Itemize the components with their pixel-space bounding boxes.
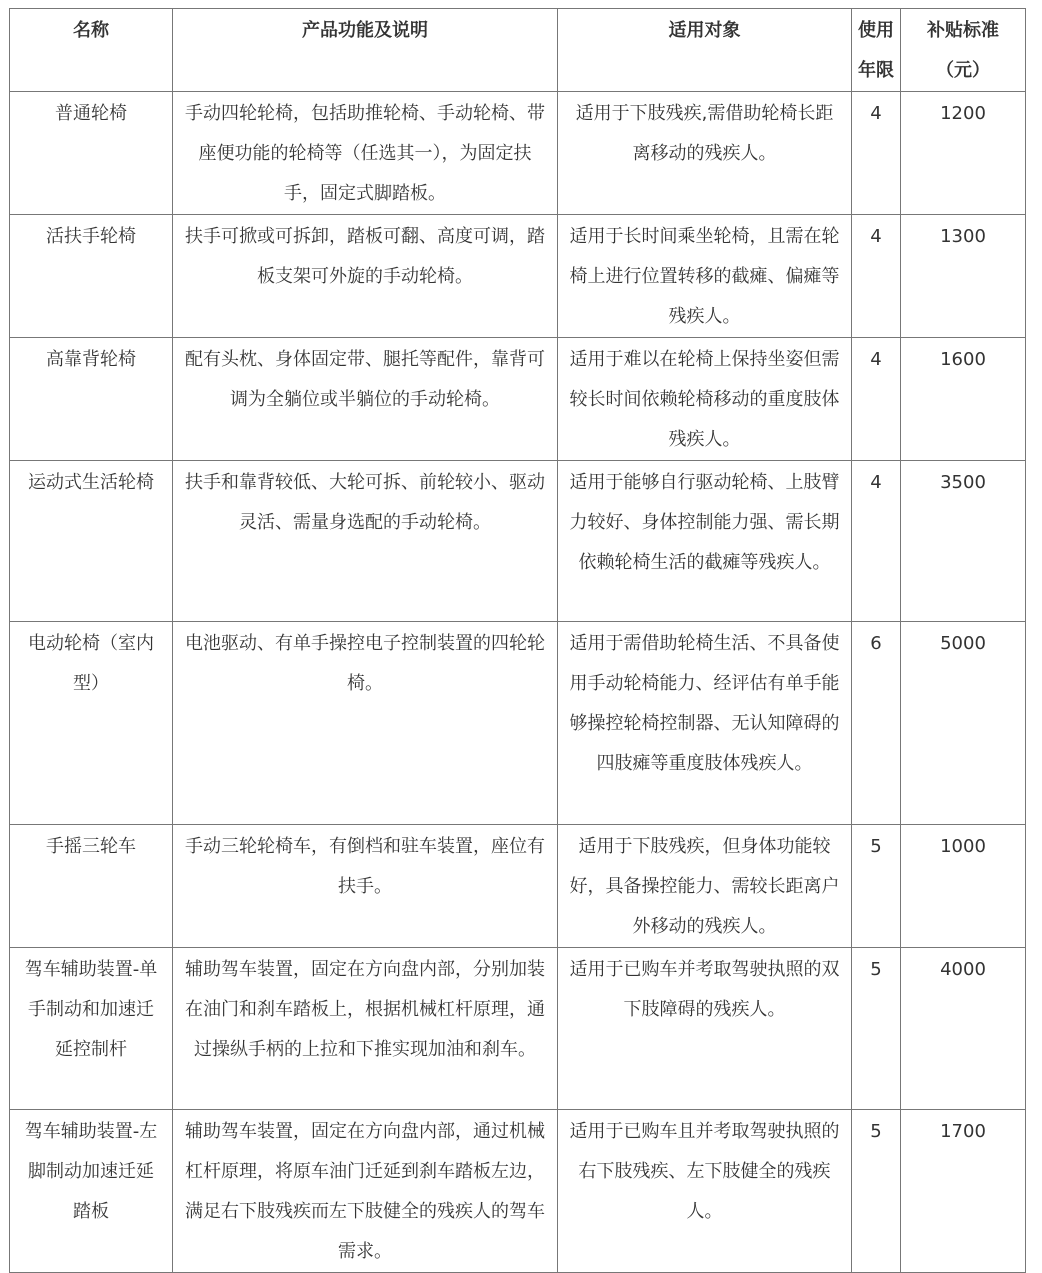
cell-target: 适用于已购车且并考取驾驶执照的右下肢残疾、左下肢健全的残疾人。: [558, 1110, 852, 1273]
cell-subsidy: 5000: [901, 622, 1026, 825]
header-row: [10, 9, 1026, 92]
cell-function: 辅助驾车装置，固定在方向盘内部，通过机械杠杆原理，将原车油门迁延到刹车踏板左边，满足右下肢残疾而左下肢健全的残疾人的驾车需求。: [173, 1110, 558, 1273]
cell-subsidy: 1600: [901, 338, 1026, 461]
cell-years: 4: [852, 215, 901, 338]
cell-function: 电池驱动、有单手操控电子控制装置的四轮轮椅。: [173, 622, 558, 825]
table-row: [10, 825, 1026, 948]
cell-target: 适用于需借助轮椅生活、不具备使用手动轮椅能力、经评估有单手能够操控轮椅控制器、无认知障碍的四肢瘫等重度肢体残疾人。: [558, 622, 852, 825]
table-row: [10, 948, 1026, 1110]
cell-target: 适用于长时间乘坐轮椅，且需在轮椅上进行位置转移的截瘫、偏瘫等残疾人。: [558, 215, 852, 338]
cell-name: 高靠背轮椅: [10, 338, 173, 461]
cell-function: 扶手可掀或可拆卸，踏板可翻、高度可调，踏板支架可外旋的手动轮椅。: [173, 215, 558, 338]
cell-years: 4: [852, 92, 901, 215]
table-row: [10, 1110, 1026, 1273]
cell-years: 6: [852, 622, 901, 825]
cell-function: 手动四轮轮椅，包括助推轮椅、手动轮椅、带座便功能的轮椅等（任选其一），为固定扶手，固定式脚踏板。: [173, 92, 558, 215]
header-target: 适用对象: [558, 9, 852, 92]
cell-subsidy: 1700: [901, 1110, 1026, 1273]
cell-function: 手动三轮轮椅车，有倒档和驻车装置，座位有扶手。: [173, 825, 558, 948]
cell-subsidy: 1000: [901, 825, 1026, 948]
cell-function: 扶手和靠背较低、大轮可拆、前轮较小、驱动灵活、需量身选配的手动轮椅。: [173, 461, 558, 622]
cell-function: 辅助驾车装置，固定在方向盘内部，分别加装在油门和刹车踏板上，根据机械杠杆原理，通过操纵手柄的上拉和下推实现加油和刹车。: [173, 948, 558, 1110]
table-row: [10, 338, 1026, 461]
header-name: 名称: [10, 9, 173, 92]
cell-name: 运动式生活轮椅: [10, 461, 173, 622]
header-subsidy: 补贴标准（元）: [901, 9, 1026, 92]
cell-function: 配有头枕、身体固定带、腿托等配件，靠背可调为全躺位或半躺位的手动轮椅。: [173, 338, 558, 461]
subsidy-table: [9, 8, 1026, 1273]
cell-name: 手摇三轮车: [10, 825, 173, 948]
cell-name: 电动轮椅（室内型）: [10, 622, 173, 825]
cell-subsidy: 1200: [901, 92, 1026, 215]
cell-name: 驾车辅助装置-单手制动和加速迁延控制杆: [10, 948, 173, 1110]
table-row: [10, 461, 1026, 622]
cell-years: 4: [852, 338, 901, 461]
cell-subsidy: 1300: [901, 215, 1026, 338]
cell-name: 活扶手轮椅: [10, 215, 173, 338]
cell-target: 适用于难以在轮椅上保持坐姿但需较长时间依赖轮椅移动的重度肢体残疾人。: [558, 338, 852, 461]
header-function: 产品功能及说明: [173, 9, 558, 92]
table-row: [10, 92, 1026, 215]
cell-target: 适用于能够自行驱动轮椅、上肢臂力较好、身体控制能力强、需长期依赖轮椅生活的截瘫等残疾人。: [558, 461, 852, 622]
cell-years: 5: [852, 825, 901, 948]
cell-years: 5: [852, 948, 901, 1110]
header-years: 使用年限: [852, 9, 901, 92]
cell-subsidy: 4000: [901, 948, 1026, 1110]
cell-name: 普通轮椅: [10, 92, 173, 215]
cell-target: 适用于下肢残疾,需借助轮椅长距离移动的残疾人。: [558, 92, 852, 215]
table-row: [10, 622, 1026, 825]
table-row: [10, 215, 1026, 338]
cell-years: 4: [852, 461, 901, 622]
cell-subsidy: 3500: [901, 461, 1026, 622]
cell-target: 适用于下肢残疾，但身体功能较好，具备操控能力、需较长距离户外移动的残疾人。: [558, 825, 852, 948]
cell-name: 驾车辅助装置-左脚制动加速迁延踏板: [10, 1110, 173, 1273]
cell-years: 5: [852, 1110, 901, 1273]
cell-target: 适用于已购车并考取驾驶执照的双下肢障碍的残疾人。: [558, 948, 852, 1110]
